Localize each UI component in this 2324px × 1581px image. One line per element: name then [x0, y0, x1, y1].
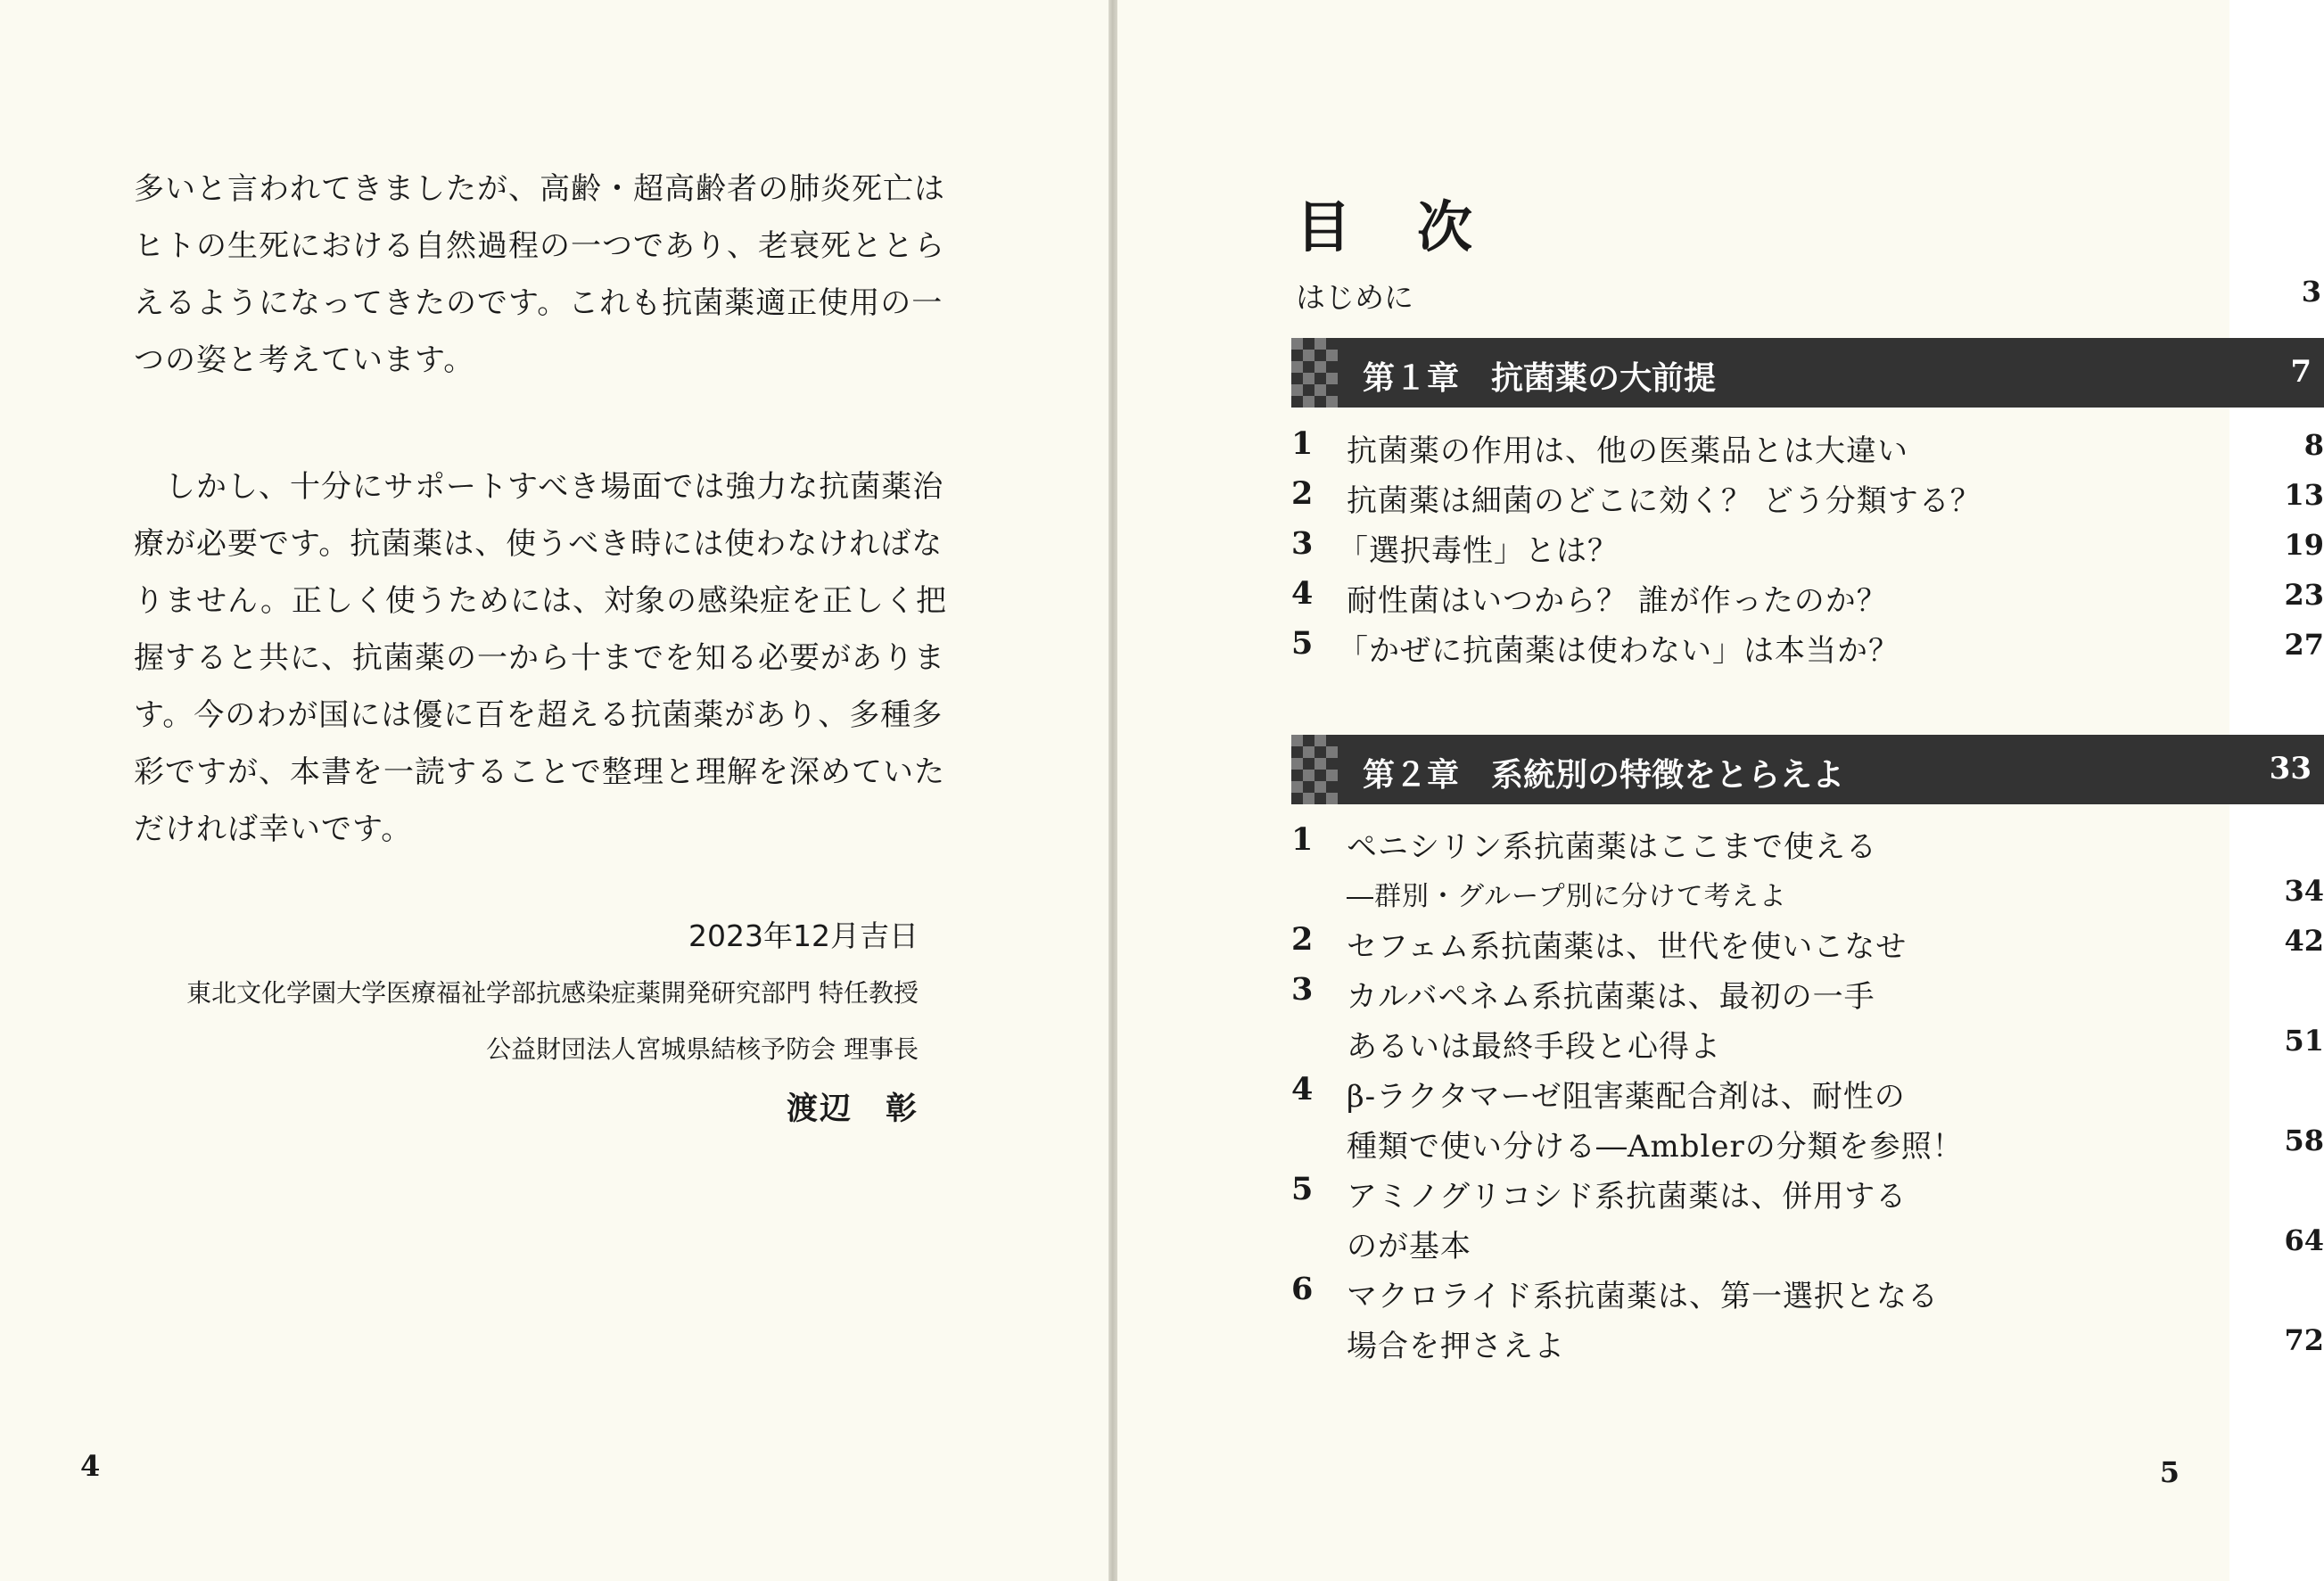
- toc-item-number: 2: [1291, 921, 1314, 958]
- chapter-2-items: [1291, 817, 2324, 1366]
- affiliation-1: 東北文化学園大学医療福祉学部抗感染症薬開発研究部門 特任教授: [186, 978, 919, 1008]
- left-page: [0, 0, 1108, 1581]
- toc-item-title-cont: あるいは最終手段と心得よ: [1347, 1029, 1721, 1065]
- toc-item-page: 19: [2284, 528, 2324, 562]
- toc-title: 目 次: [1296, 194, 1479, 259]
- toc-item: [1291, 621, 2324, 671]
- toc-item-title: マクロライド系抗菌薬は、第一選択となる: [1347, 1279, 1939, 1314]
- text-line: えるようになってきたのです。これも抗菌薬適正使用の一: [134, 285, 944, 321]
- paragraph-2: [134, 458, 948, 858]
- toc-item-title: 「選択毒性」とは？: [1338, 533, 1619, 569]
- text-line: だければ幸いです。: [134, 811, 413, 847]
- toc-item-title: 抗菌薬の作用は、他の医薬品とは大違い: [1347, 433, 1908, 469]
- toc-item-number: 3: [1291, 525, 1314, 562]
- toc-item-title: カルバペネム系抗菌薬は、最初の一手: [1347, 979, 1875, 1015]
- page-number-right: 5: [2159, 1455, 2180, 1489]
- toc-item-title: 耐性菌はいつから？ 誰が作ったのか？: [1347, 583, 1888, 619]
- toc-item-page: 72: [2284, 1323, 2324, 1357]
- checker-pattern-icon: [1291, 338, 1338, 408]
- toc-item: [1291, 1266, 2324, 1366]
- toc-item-title: セフェム系抗菌薬は、世代を使いこなせ: [1347, 929, 1908, 965]
- text-line: 療が必要です。抗菌薬は、使うべき時には使わなければな: [134, 526, 944, 562]
- text-line: しかし、十分にサポートすべき場面では強力な抗菌薬治: [134, 469, 944, 505]
- toc-item: [1291, 817, 2324, 917]
- toc-item-number: 5: [1291, 1171, 1314, 1207]
- toc-item-page: 42: [2284, 924, 2324, 958]
- toc-item-page: 58: [2284, 1124, 2324, 1157]
- book-gutter: [1108, 0, 1117, 1581]
- paragraph-1: [134, 161, 945, 389]
- chapter-1-bar: [1291, 338, 2324, 408]
- toc-item-page: 64: [2284, 1223, 2324, 1257]
- toc-item: [1291, 421, 2324, 471]
- chapter-2-bar: [1291, 735, 2324, 804]
- toc-item: [1291, 1166, 2324, 1266]
- toc-item-page: 27: [2284, 628, 2324, 662]
- toc-item-title-cont: 種類で使い分ける―Amblerの分類を参照！: [1347, 1129, 1964, 1165]
- chapter-1-title: 第１章 抗菌薬の大前提: [1363, 360, 1717, 397]
- toc-item-page: 51: [2284, 1024, 2324, 1058]
- page-number-left: 4: [80, 1449, 101, 1483]
- text-line: りません。正しく使うためには、対象の感染症を正しく把: [134, 583, 948, 619]
- text-line: 多いと言われてきましたが、高齢・超高齢者の肺炎死亡は: [134, 171, 945, 207]
- text-line: 握すると共に、抗菌薬の一から十までを知る必要がありま: [134, 640, 945, 676]
- toc-item-number: 1: [1291, 425, 1314, 462]
- toc-intro-row: [1296, 275, 2321, 319]
- chapter-1-page: 7: [2290, 354, 2312, 390]
- toc-item: [1291, 521, 2324, 571]
- toc-item-number: 1: [1291, 821, 1314, 858]
- author-name: 渡辺 彰: [786, 1091, 919, 1127]
- toc-item: [1291, 917, 2324, 967]
- toc-item-number: 6: [1291, 1271, 1314, 1307]
- toc-intro-page: 3: [2301, 275, 2321, 309]
- text-line: つの姿と考えています。: [134, 342, 475, 378]
- toc-item-title: アミノグリコシド系抗菌薬は、併用する: [1347, 1179, 1908, 1215]
- toc-item: [1291, 967, 2324, 1066]
- toc-intro-label: はじめに: [1296, 280, 1413, 315]
- text-line: ヒトの生死における自然過程の一つであり、老衰死ととら: [134, 228, 945, 264]
- chapter-2-page: 33: [2269, 751, 2312, 786]
- toc-item-number: 4: [1291, 575, 1314, 612]
- date: 2023年12月吉日: [688, 918, 919, 953]
- toc-item-title: 抗菌薬は細菌のどこに効く？ どう分類する？: [1347, 483, 1982, 519]
- toc-item: [1291, 1066, 2324, 1166]
- toc-item-page: 8: [2303, 428, 2324, 462]
- toc-item-number: 5: [1291, 625, 1314, 662]
- chapter-1-items: [1291, 421, 2324, 671]
- toc-item-title-cont: 場合を押さえよ: [1347, 1329, 1565, 1364]
- text-line: す。今のわが国には優に百を超える抗菌薬があり、多種多: [134, 697, 944, 733]
- right-page: [1117, 0, 2324, 1581]
- affiliation-2: 公益財団法人宮城県結核予防会 理事長: [486, 1034, 919, 1064]
- text-line: 彩ですが、本書を一読することで整理と理解を深めていた: [134, 754, 945, 790]
- chapter-2-title: 第２章 系統別の特徴をとらえよ: [1363, 757, 1845, 794]
- preface-text: [134, 161, 948, 858]
- toc-item-title: ペニシリン系抗菌薬はここまで使える: [1347, 829, 1877, 865]
- toc-item-title-cont: のが基本: [1347, 1229, 1471, 1264]
- toc-item: [1291, 471, 2324, 521]
- toc-item: [1291, 571, 2324, 621]
- toc-item-title: β-ラクタマーゼ阻害薬配合剤は、耐性の: [1347, 1079, 1906, 1115]
- toc-item-number: 2: [1291, 475, 1314, 512]
- toc-item-title: 「かぜに抗菌薬は使わない」は本当か？: [1338, 633, 1900, 669]
- toc-item-page: 23: [2284, 578, 2324, 612]
- toc-item-number: 3: [1291, 971, 1314, 1008]
- toc-item-number: 4: [1291, 1071, 1314, 1108]
- toc-item-subtitle: ―群別・グループ別に分けて考えよ: [1347, 881, 1787, 912]
- toc-item-page: 13: [2284, 478, 2324, 512]
- checker-pattern-icon: [1291, 735, 1338, 804]
- toc-item-page: 34: [2284, 874, 2324, 908]
